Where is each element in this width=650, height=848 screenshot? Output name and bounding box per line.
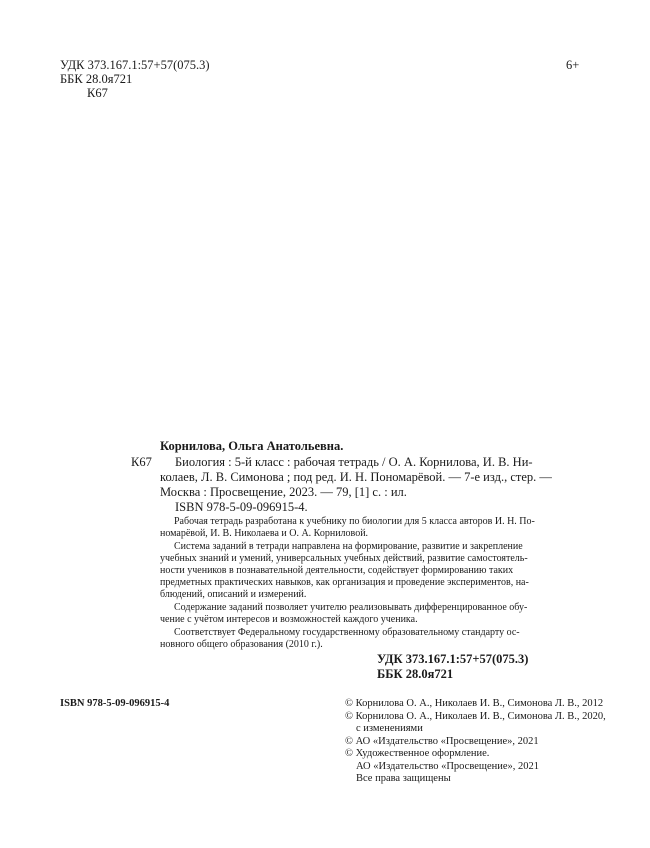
copyright-line: © Корнилова О. А., Николаев И. В., Симонова Л. В., 2012 bbox=[345, 698, 604, 709]
annotation-line: Система заданий в тетради направлена на формирование, развитие и закрепление bbox=[174, 541, 523, 552]
catalog-bbk: ББК 28.0я721 bbox=[377, 667, 454, 681]
annotation-line: ности учеников в познавательной деятельности, содействует формированию таких bbox=[160, 565, 514, 576]
header-udk: УДК 373.167.1:57+57(075.3) bbox=[60, 58, 210, 72]
catalog-description-line: колаев, Л. В. Симонова ; под ред. И. Н. Пономарёвой. — 7-е изд., стер. — bbox=[160, 470, 552, 484]
header-author-sign: К67 bbox=[87, 86, 108, 100]
annotation-line: Соответствует Федеральному государственному образовательному стандарту ос- bbox=[174, 627, 520, 638]
annotation-line: новного общего образования (2010 г.). bbox=[160, 639, 323, 650]
copyright-line: © Художественное оформление. bbox=[345, 748, 490, 759]
copyright-line: © АО «Издательство «Просвещение», 2021 bbox=[345, 736, 539, 747]
catalog-author-sign: К67 bbox=[131, 455, 152, 469]
footer-isbn: ISBN 978-5-09-096915-4 bbox=[60, 698, 170, 709]
annotation-line: номарёвой, И. В. Николаева и О. А. Корниловой. bbox=[160, 528, 369, 539]
annotation-line: учебных знаний и умений, универсальных учебных действий, развитие самостоятель- bbox=[160, 553, 528, 564]
catalog-description-line: Москва : Просвещение, 2023. — 79, [1] с. : ил. bbox=[160, 485, 407, 499]
annotation-line: Содержание заданий позволяет учителю реализовывать дифференцированное обу- bbox=[174, 602, 528, 613]
header-bbk: ББК 28.0я721 bbox=[60, 72, 133, 86]
annotation-line: Рабочая тетрадь разработана к учебнику по биологии для 5 класса авторов И. Н. По- bbox=[174, 516, 535, 527]
catalog-udk: УДК 373.167.1:57+57(075.3) bbox=[377, 652, 529, 666]
catalog-author: Корнилова, Ольга Анатольевна. bbox=[160, 439, 344, 453]
annotation-line: чение с учётом интересов и возможностей каждого ученика. bbox=[160, 614, 418, 625]
annotation-line: блюдений, описаний и измерений. bbox=[160, 589, 307, 600]
copyright-line: Все права защищены bbox=[356, 773, 451, 784]
catalog-description-line: Биология : 5-й класс : рабочая тетрадь / О. А. Корнилова, И. В. Ни- bbox=[175, 455, 533, 469]
copyright-line: АО «Издательство «Просвещение», 2021 bbox=[356, 761, 540, 772]
age-rating: 6+ bbox=[566, 58, 580, 72]
annotation-line: предметных практических навыков, как организация и проведение экспериментов, на- bbox=[160, 577, 529, 588]
copyright-line: © Корнилова О. А., Николаев И. В., Симонова Л. В., 2020, bbox=[345, 711, 606, 722]
copyright-line: с изменениями bbox=[356, 723, 423, 734]
catalog-isbn: ISBN 978-5-09-096915-4. bbox=[175, 500, 308, 514]
